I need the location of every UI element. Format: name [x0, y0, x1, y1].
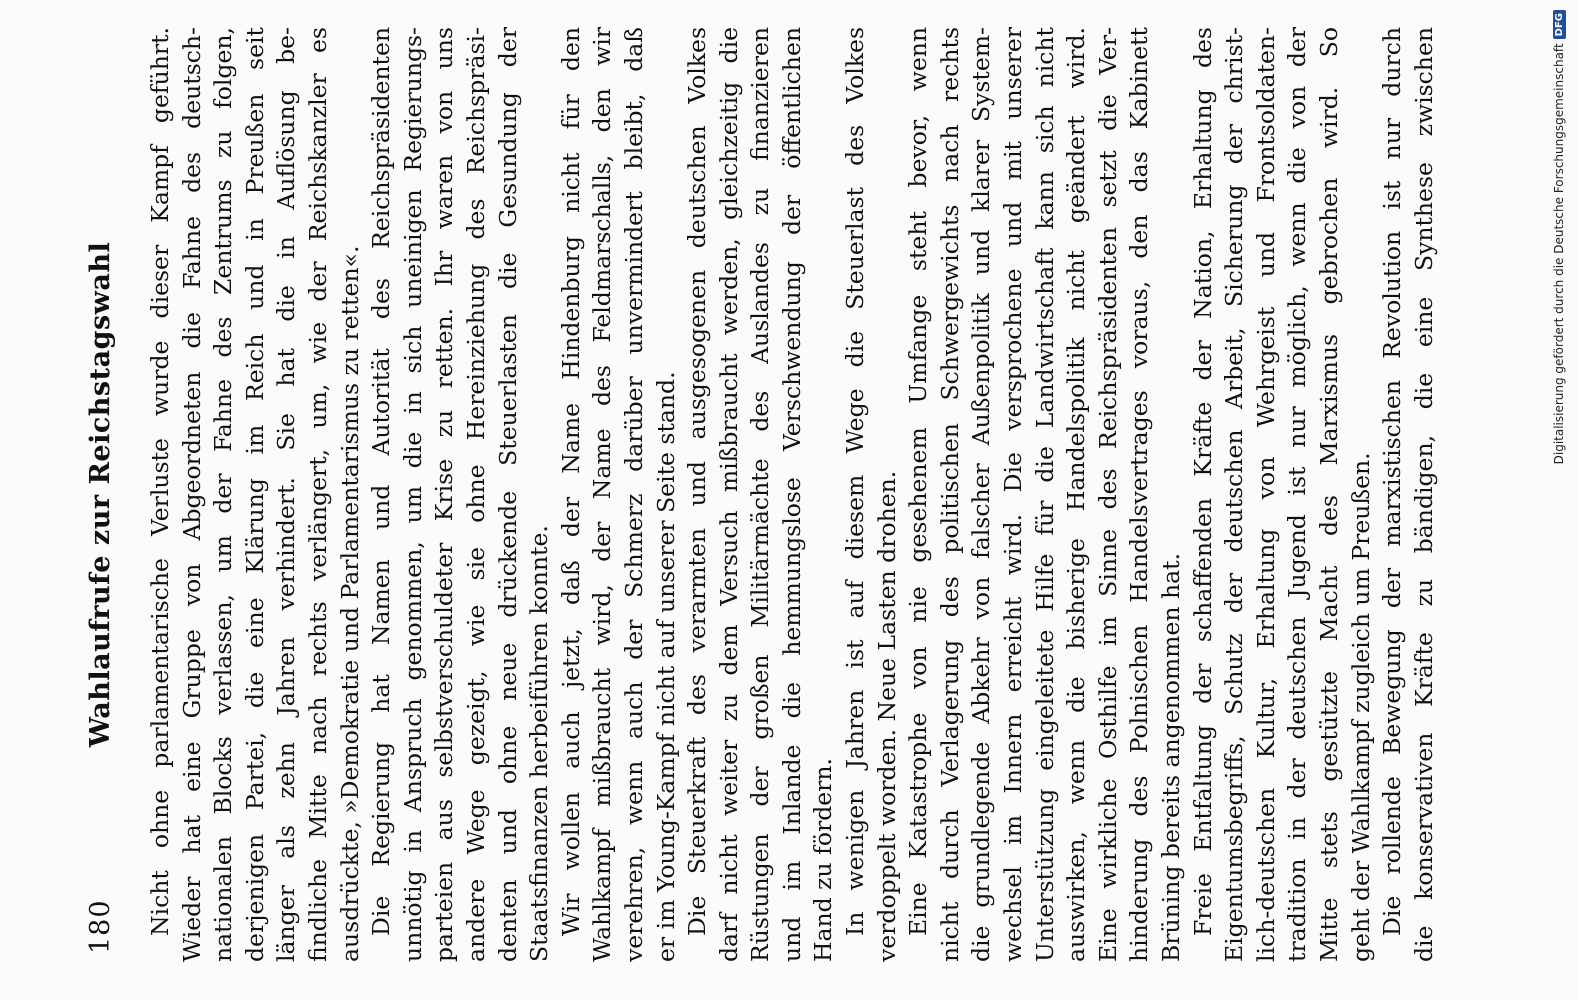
- text-line: wechsel im Innern erreicht wird. Die versprochene und mit unserer: [999, 27, 1028, 962]
- rotated-book-page: [75, 27, 1505, 962]
- text-line: verehren, wenn auch der Schmerz darüber unvermindert bleibt, daß: [619, 27, 648, 962]
- text-line: die grundlegende Abkehr von falscher Außenpolitik und klarer System-: [967, 27, 996, 962]
- text-line: derjenigen Partei, die eine Klärung im Reich und in Preußen seit: [240, 27, 269, 962]
- text-line: die konservativen Kräfte zu bändigen, die eine Synthese zwischen: [1409, 27, 1438, 962]
- text-line: Die rollende Bewegung der marxistischen Revolution ist nur durch: [1378, 27, 1407, 936]
- text-line: länger als zehn Jahren verhindert. Sie hat die in Auflösung be-: [272, 27, 301, 962]
- text-line: Freie Entfaltung der schaffenden Kräfte der Nation, Erhaltung des: [1188, 27, 1217, 936]
- text-line: hinderung des Polnischen Handelsvertrages voraus, den das Kabinett: [1125, 27, 1154, 962]
- text-line: Die Regierung hat Namen und Autorität des Reichspräsidenten: [367, 27, 396, 936]
- text-line: und im Inlande die hemmungslose Verschwendung der öffentlichen: [777, 27, 806, 962]
- text-line: In wenigen Jahren ist auf diesem Wege die Steuerlast des Volkes: [841, 27, 870, 936]
- page-header: [85, 27, 129, 962]
- text-line: auswirken, wenn die bisherige Handelspolitik nicht geändert wird.: [1062, 27, 1091, 962]
- text-line: unnötig in Anspruch genommen, um die in sich uneinigen Regierungs-: [398, 27, 427, 962]
- credit-text: Digitalisierung gefördert durch die Deutsche Forschungsgemeinschaft: [1552, 43, 1566, 465]
- text-line: Eine Katastrophe von nie gesehenem Umfange steht bevor, wenn: [904, 27, 933, 936]
- text-line: denten und ohne neue drückende Steuerlasten die Gesundung der: [493, 27, 522, 962]
- text-line: lich-deutschen Kultur, Erhaltung von Wehrgeist und Frontsoldaten-: [1251, 27, 1280, 962]
- body-text: [145, 27, 1440, 962]
- text-line: er im Young-Kampf nicht auf unserer Seite stand.: [651, 371, 680, 962]
- text-line: Eigentumsbegriffs, Schutz der deutschen Arbeit, Sicherung der christ-: [1220, 27, 1249, 962]
- dfg-logo: DFG: [1553, 10, 1566, 39]
- text-line: Rüstungen der großen Militärmächte des Auslandes zu finanzieren: [746, 27, 775, 962]
- text-line: Hand zu fördern.: [809, 757, 838, 962]
- page-number: 180: [85, 899, 116, 954]
- text-line: verdoppelt worden. Neue Lasten drohen.: [872, 470, 901, 962]
- text-line: Unterstützung eingeleitete Hilfe für die Landwirtschaft kann sich nicht: [1030, 27, 1059, 962]
- text-line: darf nicht weiter zu dem Versuch mißbraucht werden, gleichzeitig die: [714, 27, 743, 962]
- text-line: Wir wollen auch jetzt, daß der Name Hindenburg nicht für den: [556, 27, 585, 936]
- text-line: Wieder hat eine Gruppe von Abgeordneten die Fahne des deutsch-: [177, 27, 206, 962]
- running-title: Wahlaufrufe zur Reichstagswahl: [85, 241, 116, 748]
- text-line: findliche Mitte nach rechts verlängert, um, wie der Reichskanzler es: [303, 27, 332, 962]
- text-line: geht der Wahlkampf zugleich um Preußen.: [1346, 452, 1375, 962]
- text-line: parteien aus selbstverschuldeter Krise zu retten. Ihr waren von uns: [430, 27, 459, 962]
- text-line: ausdrückte, »Demokratie und Parlamentarismus zu retten«.: [335, 245, 364, 962]
- text-line: Nicht ohne parlamentarische Verluste wurde dieser Kampf geführt.: [146, 27, 174, 936]
- text-line: nationalen Blocks verlassen, um der Fahne des Zentrums zu folgen,: [209, 27, 238, 962]
- text-line: Brüning bereits angenommen hat.: [1157, 552, 1185, 962]
- text-line: Die Steuerkraft des verarmten und ausgesogenen deutschen Volkes: [683, 27, 712, 936]
- text-line: nicht durch Verlagerung des politischen Schwergewichts nach rechts: [935, 27, 964, 962]
- text-line: Wahlkampf mißbraucht wird, der Name des Feldmarschalls, den wir: [588, 27, 617, 962]
- text-line: andere Wege gezeigt, wie sie ohne Hereinziehung des Reichspräsi-: [461, 27, 490, 962]
- text-line: tradition in der deutschen Jugend ist nur möglich, wenn die von der: [1283, 27, 1312, 962]
- digitization-credit: [1549, 0, 1571, 1000]
- text-line: Mitte stets gestützte Macht des Marxismus gebrochen wird. So: [1314, 27, 1343, 962]
- text-line: Eine wirkliche Osthilfe im Sinne des Reichspräsidenten setzt die Ver-: [1093, 27, 1122, 962]
- text-line: Staatsfinanzen herbeiführen konnte.: [525, 525, 554, 962]
